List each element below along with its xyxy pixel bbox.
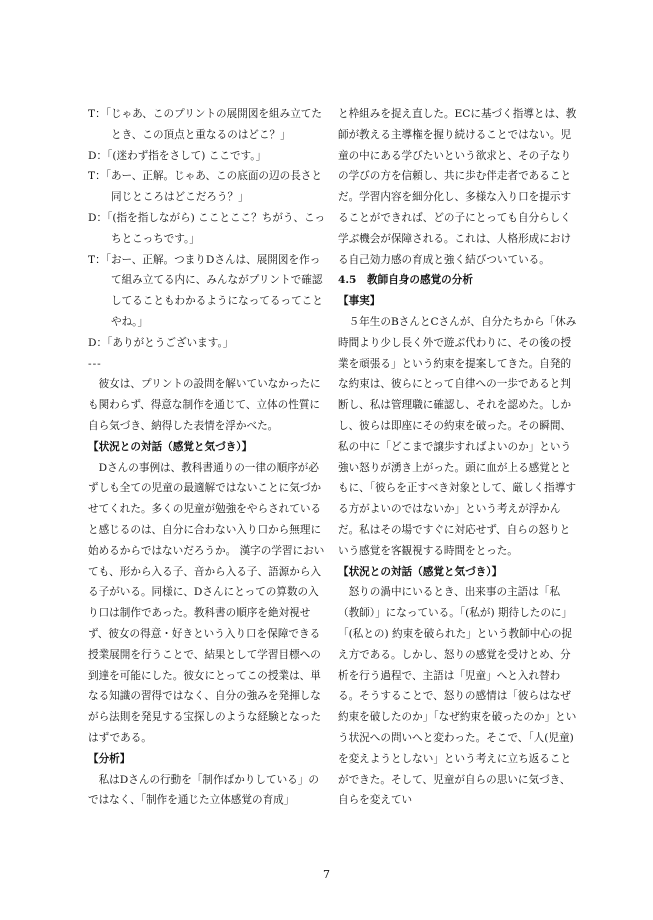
dialogue-line: D：「(指を指しながら) こことここ？ちがう、こっちとこっちです。」: [88, 211, 326, 245]
body-paragraph: 彼女は、プリントの設問を解いていなかったにも関わらず、得意な制作を通じて、立体の性質に自ら気づき、納得した表情を浮かべた。: [88, 378, 321, 432]
dialogue-line: D：「ありがとうございます。」: [88, 336, 234, 349]
separator: ---: [88, 357, 102, 370]
body-paragraph: 怒りの渦中にいるとき、出来事の主語は「私（教師）」になっている。「(私が) 期待したのに」「(私との) 約束を破られた」という教師中心の捉え方である。しかし、怒りの感覚を受けとめ、分析を行う過程で、主語は「児童」へと入れ替わる。そうすることで、怒りの感情は「彼らはなぜ約束を破したのか」「なぜ約束を破ったのか」という状況への問いへと変わった。そこで、「人(児童)を変えようとしない」という考えに立ち返ることができた。そして、児童が自らの思いに気づき、自らを変えてい: [338, 586, 577, 807]
dialogue-line: D：「(迷わず指をさして) ここです。」: [88, 149, 267, 162]
section-heading: 【状況との対話（感覚と気づき）】: [338, 565, 503, 578]
dialogue-line: T：「おー、正解。つまりDさんは、展開図を作って組み立てる内に、みんながプリントで確認してることもわかるようになってるってことやね。」: [88, 253, 323, 328]
dialogue-line: T：「あー、正解。じゃあ、この底面の辺の長さと同じところはどこだろう？」: [88, 170, 322, 204]
page-number: 7: [323, 868, 330, 881]
body-paragraph: Dさんの事例は、教科書通りの一律の順序が必ずしも全ての児童の最適解ではないことに気づかせてくれた。多くの児童が勉強をやらされていると感じるのは、自分に合わない入り口から無理に始めるからではないだろうか。 漢字の学習においても、形から入る子、音から入る子、語源から入る子がいる。同様に、Dさんにとっての算数の入り口は制作であった。教科書の順序を絶対視せず、彼女の得意・好きという入り口を保障できる授業展開を行うことで、結果として学習目標への到達を可能にした。彼女にとってこの授業は、単なる知識の習得ではなく、自分の強みを発揮しながら法則を発見する宝探しのような経験となったはずである。: [88, 461, 325, 744]
body-paragraph: ５年生のBさんとCさんが、自分たちから「休み時間より少し長く外で遊ぶ代わりに、その後の授業を頑張る」という約束を提案してきた。自発的な約束は、彼らにとって自律への一歩であると判断し、私は管理職に確認し、それを認めた。しかし、彼らは即座にその約束を破った。その瞬間、私の中に「どこまで譲歩すればよいのか」という強い怒りが湧き上がった。頭に血が上る感覚とともに、「彼らを正すべき対象として、厳しく指導する方がよいのではないか」という考えが浮かんだ。私はその場ですぐに対応せず、自らの怒りという感覚を客観視する時間をとった。: [338, 315, 577, 557]
section-heading: 【事実】: [338, 295, 381, 308]
right-column: [338, 104, 578, 811]
body-paragraph: 私はDさんの行動を「制作ばかりしている」のではなく、「制作を通じた立体感覚の育成」: [88, 773, 319, 807]
section-heading: 【状況との対話（感覚と気づき）】: [88, 440, 253, 453]
left-column: [88, 104, 328, 811]
section-heading: 【分析】: [88, 752, 131, 765]
body-paragraph: と枠組みを捉え直した。ECに基づく指導とは、教師が教える主導権を握り続けることではない。児童の中にある学びたいという欲求と、その子なりの学びの方を信頼し、共に歩む伴走者であることだ。学習内容を細分化し、多様な入り口を提示することができれば、どの子にとっても自分らしく学ぶ機会が保障される。これは、人格形成における自己効力感の育成と強く結びついている。: [338, 108, 577, 266]
dialogue-line: T：「じゃあ、このプリントの展開図を組み立てたとき、この頂点と重なるのはどこ？」: [88, 108, 322, 141]
section-title: 4.5 教師自身の感覚の分析: [338, 274, 473, 287]
